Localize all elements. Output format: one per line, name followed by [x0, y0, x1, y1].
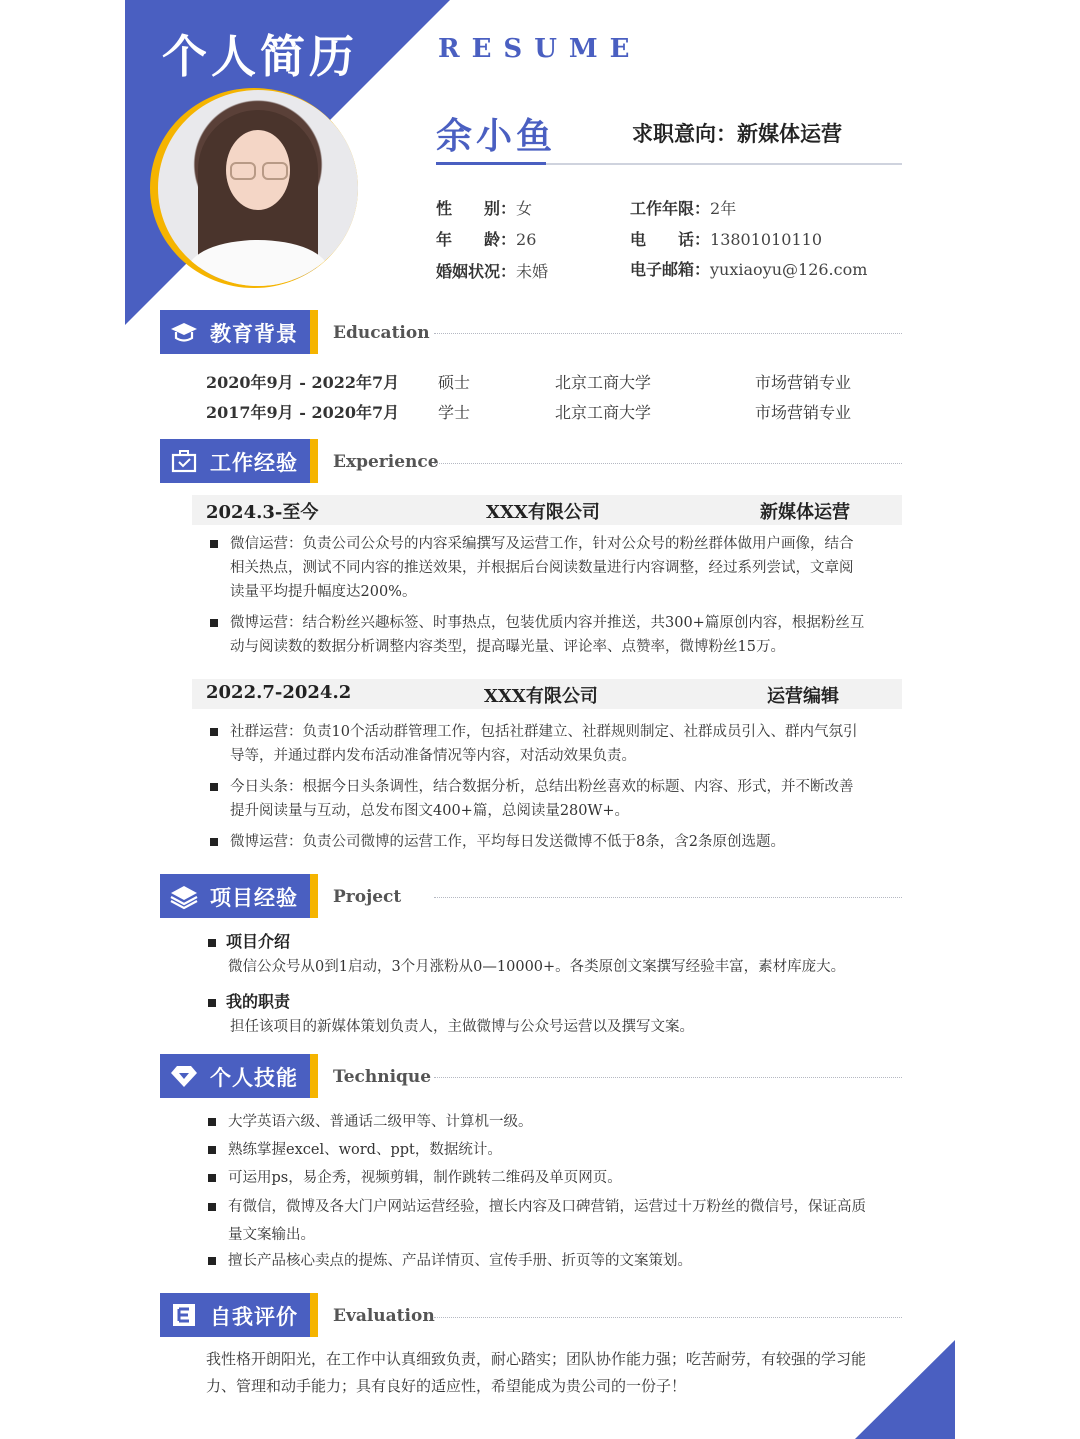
- avatar: [158, 90, 358, 286]
- info-age: [436, 227, 536, 250]
- info-email: [630, 257, 867, 280]
- edu-school: 北京工商大学: [555, 373, 652, 392]
- section-technique: [160, 1054, 318, 1098]
- section-divider: [434, 463, 902, 464]
- section-experience: [160, 439, 318, 483]
- info-gender: [436, 196, 532, 219]
- edu-school: 北京工商大学: [555, 403, 652, 422]
- name-divider: [546, 163, 902, 165]
- info-value: 2年: [710, 199, 737, 218]
- job-bullet: 微博运营：负责公司微博的运营工作，平均每日发送微博不低于8条，含2条原创选题。: [210, 830, 900, 854]
- job-header: [192, 495, 902, 525]
- section-en-technique: Technique: [333, 1067, 432, 1087]
- project-duty-text: 担任该项目的新媒体策划负责人，主做微博与公众号运营以及撰写文案。: [230, 1019, 694, 1035]
- skill-item: 擅长产品核心卖点的提炼、产品详情页、宣传手册、折页等的文案策划。: [208, 1249, 898, 1273]
- section-title: 个人技能: [210, 1065, 298, 1090]
- job-header: [192, 679, 902, 709]
- section-en-experience: Experience: [333, 452, 439, 472]
- info-label: 电子邮箱：: [630, 260, 711, 279]
- edu-major: 市场营销专业: [755, 403, 852, 422]
- diamond-icon: [170, 1062, 198, 1090]
- edu-major: 市场营销专业: [755, 373, 852, 392]
- resume-title-cn: 个人简历: [162, 30, 359, 83]
- section-divider: [434, 1077, 902, 1078]
- section-evaluation: [160, 1293, 318, 1337]
- info-label: 电 话：: [630, 230, 711, 249]
- job-bullet: 社群运营：负责10个活动群管理工作，包括社群建立、社群规则制定、社群成员引入、群内气氛引 导等，并通过群内发布活动准备情况等内容，对活动效果负责。: [210, 720, 900, 768]
- job-intent: [632, 118, 842, 148]
- letter-e-icon: [170, 1301, 198, 1329]
- section-title: 项目经验: [210, 885, 298, 910]
- project-duty-title: 我的职责: [208, 989, 290, 1012]
- section-education: [160, 310, 318, 354]
- skill-item: 大学英语六级、普通话二级甲等、计算机一级。: [208, 1110, 898, 1134]
- job-company: XXX有限公司: [484, 686, 598, 707]
- project-intro-title: 项目介绍: [208, 929, 290, 952]
- info-label: 工作年限：: [630, 199, 711, 218]
- section-divider: [434, 1317, 902, 1318]
- project-intro-text: 微信公众号从0到1启动，3个月涨粉从0—10000+。各类原创文案撰写经验丰富，素材库庞大。: [228, 959, 846, 975]
- edu-degree: 硕士: [438, 373, 471, 392]
- section-title: 教育背景: [210, 321, 298, 346]
- section-divider: [434, 897, 902, 898]
- edu-period: 2020年9月 - 2022年7月: [206, 373, 400, 392]
- section-en-evaluation: Evaluation: [333, 1306, 435, 1326]
- job-intent-value: 新媒体运营: [737, 121, 842, 146]
- skill-item: 有微信，微博及各大门户网站运营经验，擅长内容及口碑营销，运营过十万粉丝的微信号，保证高质 量文案输出。: [208, 1193, 898, 1249]
- info-label: 年 龄：: [436, 230, 517, 249]
- info-label: 婚姻状况：: [436, 262, 517, 281]
- section-divider: [434, 333, 902, 334]
- job-company: XXX有限公司: [486, 502, 600, 523]
- edu-degree: 学士: [438, 403, 471, 422]
- job-bullet: 微博运营：结合粉丝兴趣标签、时事热点，包装优质内容并推送，共300+篇原创内容，根据粉丝互 动与阅读数的数据分析调整内容类型，提高曝光量、评论率、点赞率，微博粉丝15万。: [210, 611, 900, 659]
- job-role: 新媒体运营: [760, 502, 850, 523]
- briefcase-icon: [170, 447, 198, 475]
- info-value: 女: [516, 199, 533, 218]
- job-period: 2024.3-至今: [206, 502, 319, 523]
- info-value: 13801010110: [710, 230, 822, 249]
- resume-title-en: RESUME: [438, 34, 642, 64]
- skill-item: 熟练掌握excel、word、ppt，数据统计。: [208, 1138, 898, 1162]
- self-evaluation-text: 我性格开朗阳光，在工作中认真细致负责，耐心踏实；团队协作能力强；吃苦耐劳，有较强的学习能 力、管理和动手能力；具有良好的适应性，希望能成为贵公司的一份子！: [206, 1350, 867, 1395]
- section-title: 自我评价: [210, 1304, 298, 1329]
- section-title: 工作经验: [210, 450, 298, 475]
- job-bullet: 今日头条：根据今日头条调性，结合数据分析，总结出粉丝喜欢的标题、内容、形式，并不断改善 提升阅读量与互动，总发布图文400+篇，总阅读量280W+。: [210, 775, 900, 823]
- skill-item: 可运用ps，易企秀，视频剪辑，制作跳转二维码及单页网页。: [208, 1166, 898, 1190]
- job-period: 2022.7-2024.2: [206, 682, 352, 703]
- name-underline: [436, 162, 546, 165]
- job-bullet: 微信运营：负责公司公众号的内容采编撰写及运营工作，针对公众号的粉丝群体做用户画像，结合 相关热点，测试不同内容的推送效果，并根据后台阅读数量进行内容调整，经过系列尝试，文章阅 读量平均提升幅度达200%。: [210, 532, 900, 604]
- info-value: 未婚: [516, 262, 549, 281]
- job-role: 运营编辑: [767, 686, 839, 707]
- info-years: [630, 196, 736, 219]
- candidate-name: 余小鱼: [436, 115, 557, 157]
- section-en-project: Project: [333, 887, 402, 907]
- info-phone: [630, 227, 822, 250]
- job-intent-label: 求职意向：: [632, 121, 737, 146]
- graduation-cap-icon: [170, 318, 198, 346]
- layers-icon: [170, 882, 198, 910]
- info-value: yuxiaoyu@126.com: [710, 260, 868, 279]
- section-en-education: Education: [333, 323, 430, 343]
- info-marital: [436, 259, 548, 282]
- info-label: 性 别：: [436, 199, 517, 218]
- info-value: 26: [516, 230, 537, 249]
- edu-period: 2017年9月 - 2020年7月: [206, 403, 400, 422]
- section-project: [160, 874, 318, 918]
